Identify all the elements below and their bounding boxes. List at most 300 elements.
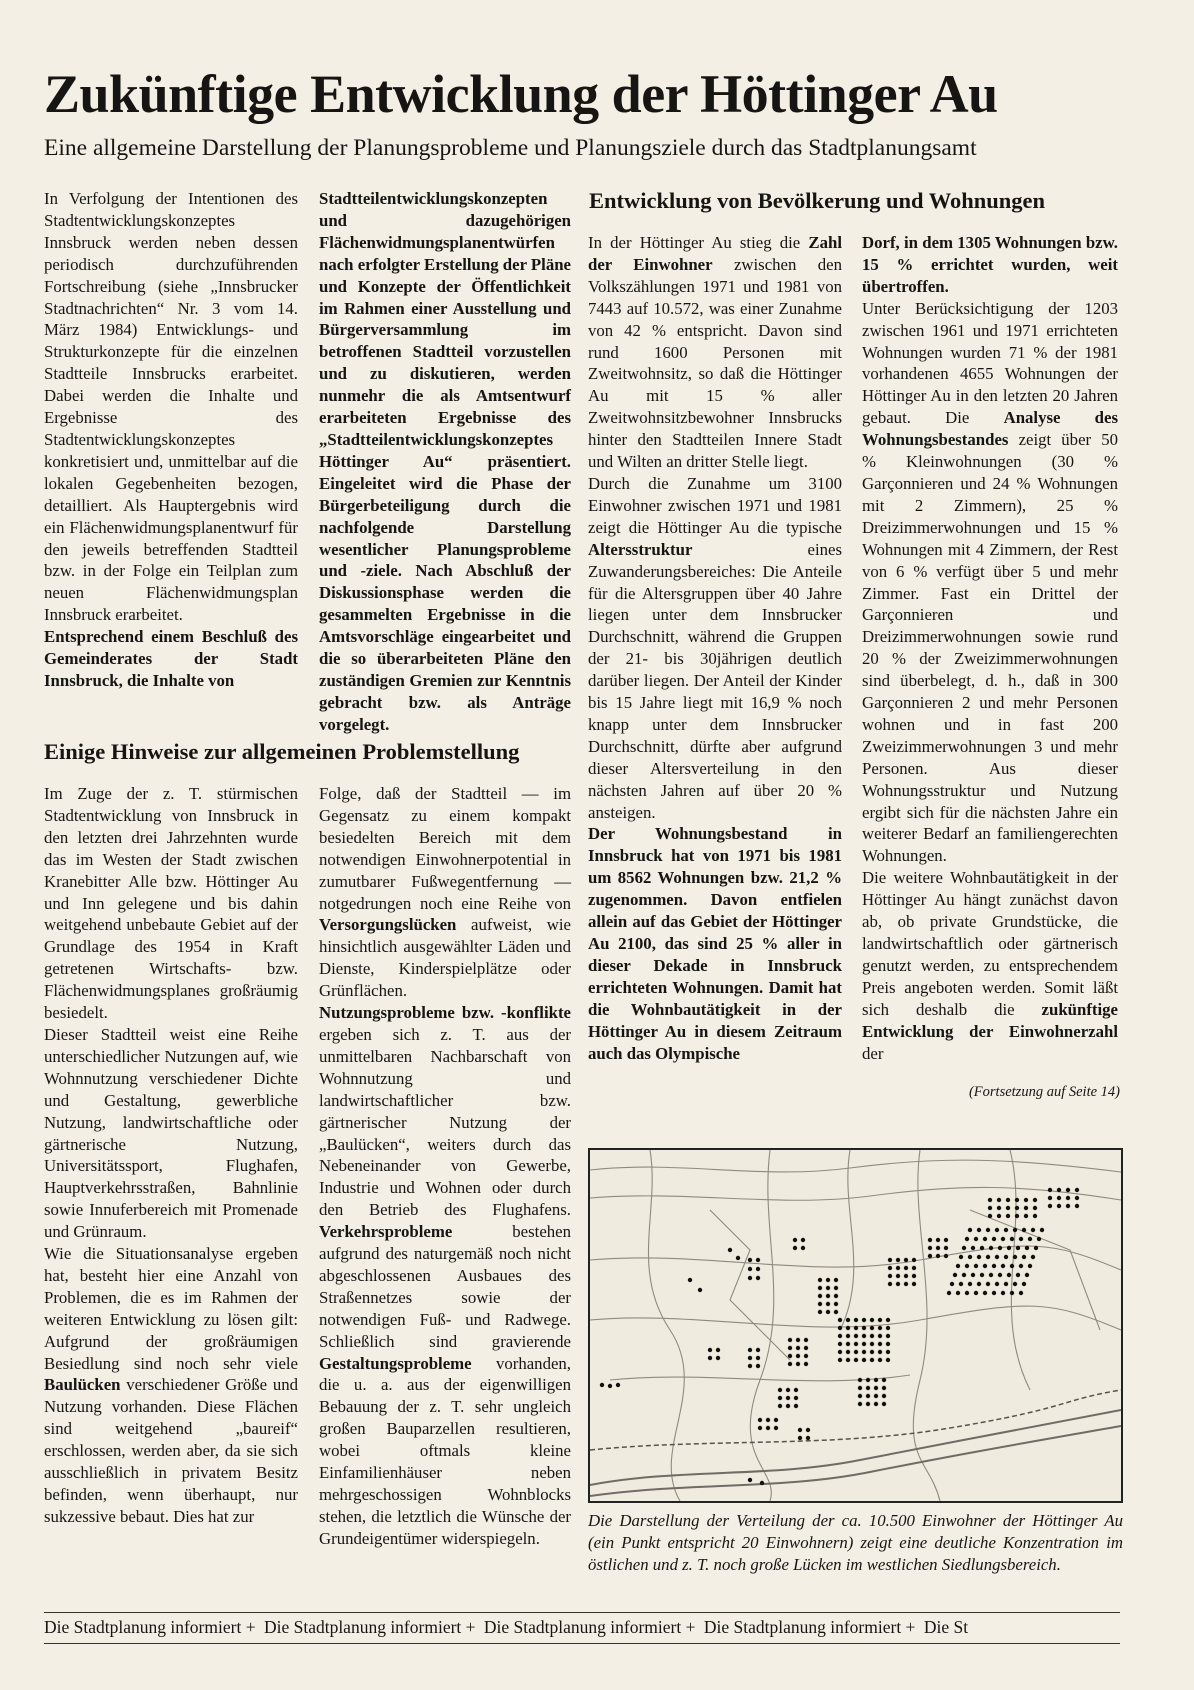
population-dot: [748, 1478, 752, 1482]
population-dot: [997, 1214, 1001, 1218]
population-dot: [806, 1436, 810, 1440]
population-dot: [936, 1238, 940, 1242]
population-dot: [818, 1286, 822, 1290]
population-dot: [1028, 1237, 1032, 1241]
population-dot: [904, 1258, 908, 1262]
population-dot: [1057, 1188, 1061, 1192]
population-dot: [965, 1264, 969, 1268]
population-dot: [854, 1342, 858, 1346]
population-dot: [846, 1358, 850, 1362]
footer-item: Die Stadtplanung informiert +: [263, 1617, 476, 1637]
population-dot: [758, 1418, 762, 1422]
population-dot: [818, 1278, 822, 1282]
population-dot: [854, 1334, 858, 1338]
population-dot: [1022, 1255, 1026, 1259]
population-column-1: [588, 232, 842, 1064]
population-dot: [912, 1258, 916, 1262]
population-dot: [862, 1358, 866, 1362]
population-dot: [862, 1334, 866, 1338]
population-dot: [928, 1254, 932, 1258]
map-graphic: [590, 1150, 1121, 1501]
population-dot: [796, 1362, 800, 1366]
population-dot: [748, 1267, 752, 1271]
keyword-altersstruktur: Altersstruktur: [588, 539, 693, 559]
problem-column-1: [44, 783, 298, 1528]
population-dot: [818, 1310, 822, 1314]
population-dot: [997, 1206, 1001, 1210]
population-dot: [870, 1326, 874, 1330]
population-dot: [1066, 1188, 1070, 1192]
population-column-2: [862, 232, 1118, 1064]
population-dot: [748, 1258, 752, 1262]
population-dot: [882, 1378, 886, 1382]
population-dot: [846, 1350, 850, 1354]
population-dot: [1025, 1273, 1029, 1277]
population-dot: [977, 1282, 981, 1286]
problem-paragraph-5: Nutzungsprobleme bzw. -konflikte ergeben sich z. T. aus der unmittelbaren Nachbarschaft von Wohnnutzung und landwirtschaftlicher bzw. gärtnerischer Nutzung der „Baulücken“, weiters durch das Nebeneinander von Gewerbe, Industrie und Wohnen oder durch den Betrieb des Flughafens. Verkehrsprobleme bestehen aufgrund des naturgemäß noch nicht abgeschlossenen Ausbaues des Straßennetzes sowie der notwendigen Fuß- und Radwege. Schließlich sind gravierende Gestaltungsprobleme vorhanden, die u. a. aus der eigenwilligen Bebauung der z. T. sehr ungleich großen Bauparzellen resultieren, wobei oftmals kleine Einfamilienhäuser neben mehrgeschossigen Wohnblocks stehen, die letztlich die Wünsche der Grundeigentümer widerspiegeln.: [319, 1003, 571, 1548]
intro-paragraph: In Verfolgung der Intentionen des Stadtentwicklungskonzeptes Innsbruck werden neben dessen periodisch durchzuführenden Fortschreibung (siehe „Innsbrucker Stadtnachrichten“ Nr. 3 vom 14. März 1984) Entwicklungs- und Strukturkonzepte für die einzelnen Stadtteile Innsbrucks erarbeitet. Dabei werden die Inhalte und Ergebnisse des Stadtentwicklungskonzeptes konkretisiert und, unmittelbar auf die lokalen Gegebenheiten bezogen, detailliert. Als Hauptergebnis wird ein Flächenwidmungsplanentwurf für den jeweils betreffenden Stadtteil bzw. in der Folge ein Teilplan zum neuen Flächenwidmungsplan Innsbruck erarbeitet.: [44, 189, 298, 625]
population-dot: [748, 1356, 752, 1360]
population-dot: [980, 1246, 984, 1250]
problem-paragraph-1: Im Zuge der z. T. stürmischen Stadtentwicklung von Innsbruck in den letzten drei Jahrzehnten wurde das im Westen der Stadt zwischen Kranebitter Alle bzw. Höttinger Au und Inn gelegene und bis dahin weitgehend unbebaute Gebiet auf der Grundlage des 1954 in Kraft getretenen Wirtschafts- bzw. Flächenwidmungsplanes großräumig besiedelt.: [44, 784, 298, 1023]
population-dot: [974, 1264, 978, 1268]
population-dot: [1033, 1214, 1037, 1218]
population-dot: [793, 1246, 797, 1250]
figure-caption: Die Darstellung der Verteilung der ca. 10.500 Einwohner der Höttinger Au (ein Punkt entspricht 20 Einwohnern) zeigt eine deutliche Konzentration im östlichen und z. T. noch große Lücken im westlichen Siedlungsbereich.: [588, 1511, 1123, 1574]
population-dot: [786, 1404, 790, 1408]
population-dot: [912, 1282, 916, 1286]
population-dot: [760, 1481, 764, 1485]
population-dot: [858, 1378, 862, 1382]
population-dot: [1033, 1198, 1037, 1202]
population-paragraph-1: In der Höttinger Au stieg die Zahl der Einwohner zwischen den Volkszählungen 1971 und 1981 von 7443 auf 10.572, was einer Zunahme von 42 % entspricht. Davon sind rund 1600 Personen mit Zweitwohnsitz, so daß die Höttinger Au mit 15 % aller Zweitwohnsitzbewohner Innsbrucks hinter den Stadtteilen Innere Stadt und Wilten an dritter Stelle liegt.: [588, 233, 842, 472]
population-dot: [858, 1394, 862, 1398]
population-dot: [944, 1254, 948, 1258]
population-dot: [936, 1254, 940, 1258]
population-dot: [786, 1388, 790, 1392]
population-dot: [788, 1362, 792, 1366]
population-dot: [818, 1302, 822, 1306]
population-dot: [1010, 1291, 1014, 1295]
problem-paragraph-2: Dieser Stadtteil weist eine Reihe unterschiedlicher Nutzungen auf, wie Wohnnutzung verschiedener Dichte und Gestaltung, gewerbliche Nutzung, landwirtschaftliche oder gärtnerische Nutzung, Universitätssport, Flughafen, Hauptverkehrsstraßen, Bahnlinie sowie Innuferbereich mit Promenade und Grünraum.: [44, 1024, 298, 1242]
population-dot: [870, 1318, 874, 1322]
population-dot: [995, 1228, 999, 1232]
intro-bold-continuation: Stadtteilentwicklungskonzepten und dazugehörigen Flächenwidmungsplanentwürfen nach erfolgter Erstellung der Pläne und Konzepte der Öffentlichkeit im Rahmen einer Ausstellung und Bürgerversammlung im betroffenen Stadtteil vorzustellen und zu diskutieren, werden nunmehr die als Amtsentwurf erarbeiteten Ergebnisse des „Stadtteilentwicklungskonzeptes Höttinger Au“ präsentiert. Eingeleitet wird die Phase der Bürgerbeteiligung durch die nachfolgende Darstellung wesentlicher Planungsprobleme und -ziele. Nach Abschluß der Diskussionsphase werden die gesammelten Ergebnisse in die Amtsvorschläge eingearbeitet und die so überarbeiteten Pläne den zuständigen Gremien zur Kenntnis gebracht bzw. als Anträge vorgelegt.: [319, 189, 571, 734]
population-dot: [888, 1282, 892, 1286]
population-dot: [998, 1273, 1002, 1277]
population-dot: [1016, 1246, 1020, 1250]
population-dot: [788, 1346, 792, 1350]
population-dot: [874, 1378, 878, 1382]
population-dot: [708, 1348, 712, 1352]
population-dot: [944, 1246, 948, 1250]
population-dot: [1015, 1198, 1019, 1202]
population-dot: [838, 1334, 842, 1338]
intro-column-2: [319, 188, 571, 736]
population-dot: [1075, 1188, 1079, 1192]
population-dot: [904, 1274, 908, 1278]
population-dot: [886, 1318, 890, 1322]
footer-banner: [44, 1612, 1120, 1644]
population-dot: [912, 1266, 916, 1270]
population-dot: [977, 1255, 981, 1259]
population-dot: [834, 1286, 838, 1290]
population-dot: [600, 1383, 604, 1387]
population-dot: [846, 1318, 850, 1322]
intro-column-1: [44, 188, 298, 692]
population-dot: [793, 1238, 797, 1242]
population-dot: [774, 1418, 778, 1422]
population-dot: [989, 1273, 993, 1277]
population-dot: [1006, 1206, 1010, 1210]
population-dot: [956, 1264, 960, 1268]
population-dot: [826, 1278, 830, 1282]
keyword-versorgungsluecken: Versorgungslücken: [319, 915, 457, 935]
population-dot: [778, 1396, 782, 1400]
population-dot: [904, 1282, 908, 1286]
population-dot: [992, 1264, 996, 1268]
population-dot: [806, 1428, 810, 1432]
population-dot: [796, 1354, 800, 1358]
population-dot: [886, 1334, 890, 1338]
population-dot: [1048, 1204, 1052, 1208]
population-dot: [716, 1356, 720, 1360]
population-dot: [1066, 1204, 1070, 1208]
population-dot: [995, 1282, 999, 1286]
section-heading-problem: Einige Hinweise zur allgemeinen Problemstellung: [44, 739, 520, 764]
population-dot: [866, 1378, 870, 1382]
population-dot: [1034, 1246, 1038, 1250]
population-dot: [1024, 1198, 1028, 1202]
population-dot: [983, 1264, 987, 1268]
population-dot: [794, 1396, 798, 1400]
population-dot: [728, 1248, 732, 1252]
population-dot: [774, 1426, 778, 1430]
population-dot: [874, 1386, 878, 1390]
population-dot: [1022, 1282, 1026, 1286]
population-dot: [834, 1294, 838, 1298]
population-dot: [974, 1237, 978, 1241]
population-dot: [801, 1246, 805, 1250]
population-dot: [870, 1350, 874, 1354]
population-dot: [1006, 1198, 1010, 1202]
population-dot: [1024, 1214, 1028, 1218]
population-dot: [912, 1274, 916, 1278]
population-dot: [1016, 1273, 1020, 1277]
population-paragraph-2: Durch die Zunahme um 3100 Einwohner zwischen 1971 und 1981 zeigt die Höttinger Au die typische Altersstruktur eines Zuwanderungsbereiches: Die Anteile für die Altersgruppen über 40 Jahre liegen unter dem Innsbrucker Durchschnitt, während die Gruppen der 21- bis 30jährigen deutlich darüber liegen. Der Anteil der Kinder bis 15 Jahre liegt mit 16,9 % noch knapp unter dem Innsbrucker Durchschnitt, dürfte aber aufgrund dieser Altersverteilung in den nächsten Jahren auf über 20 % ansteigen.: [588, 473, 842, 822]
population-dot: [1028, 1264, 1032, 1268]
population-dot: [965, 1291, 969, 1295]
population-dot: [886, 1358, 890, 1362]
population-dot: [971, 1246, 975, 1250]
population-dot: [838, 1342, 842, 1346]
population-dot: [1004, 1255, 1008, 1259]
keyword-gestaltungsprobleme: Gestaltungsprobleme: [319, 1353, 472, 1373]
population-dot: [904, 1266, 908, 1270]
population-dot: [998, 1246, 1002, 1250]
population-dot: [947, 1291, 951, 1295]
population-dot: [968, 1228, 972, 1232]
population-dot: [878, 1334, 882, 1338]
population-dot: [796, 1338, 800, 1342]
population-dot: [977, 1228, 981, 1232]
footer-item: Die Stadtplanung informiert +: [703, 1617, 916, 1637]
population-paragraph-5: Unter Berücksichtigung der 1203 zwischen 1961 und 1971 errichteten Wohnungen wurden 71 % der 1981 vorhandenen 4655 Wohnungen der Höttinger Au in den letzten 20 Jahren gebaut. Die Analyse des Wohnungsbestandes zeigt über 50 % Kleinwohnungen (30 % Garçonnieren und 24 % Wohnungen mit 2 Zimmern), 25 % Dreizimmerwohnungen und 15 % Wohnungen mit 4 Zimmern, der Rest von 6 % verfügt über 5 und mehr Zimmer. Fast ein Drittel der Garçonnieren und Dreizimmerwohnungen sowie rund 20 % der Zweizimmerwohnungen sind überbelegt, d. h., daß in 300 Garçonnieren 2 und mehr Personen wohnen und in fast 200 Zweizimmerwohnungen 3 und mehr Personen. Aus dieser Wohnungsstruktur und Nutzung ergibt sich für die nächsten Jahre ein weiterer Bedarf an familiengerechten Wohnungen.: [862, 298, 1118, 866]
population-dot: [1006, 1214, 1010, 1218]
population-dot: [862, 1318, 866, 1322]
population-dot: [834, 1310, 838, 1314]
population-dot: [794, 1404, 798, 1408]
population-dot: [756, 1258, 760, 1262]
population-dot: [756, 1267, 760, 1271]
population-dot: [874, 1394, 878, 1398]
population-dot: [866, 1402, 870, 1406]
population-dot: [886, 1326, 890, 1330]
population-dot: [997, 1198, 1001, 1202]
population-dot: [1004, 1228, 1008, 1232]
population-dot: [944, 1238, 948, 1242]
population-dot: [962, 1273, 966, 1277]
population-dot: [794, 1388, 798, 1392]
population-dot: [928, 1238, 932, 1242]
population-dot: [756, 1276, 760, 1280]
population-dot: [1004, 1282, 1008, 1286]
keyword-wohnungsbestand: Analyse des Wohnungsbestandes: [862, 408, 1118, 450]
keyword-bauluecken: Baulücken: [44, 1375, 121, 1395]
population-dot: [870, 1358, 874, 1362]
population-dot: [896, 1282, 900, 1286]
population-dot: [959, 1255, 963, 1259]
population-dot: [862, 1326, 866, 1330]
population-dot: [1019, 1264, 1023, 1268]
population-dot: [854, 1326, 858, 1330]
population-dot: [854, 1318, 858, 1322]
population-dot: [708, 1356, 712, 1360]
keyword-einwohnerentwicklung: zukünftige Entwicklung der Einwohnerzahl: [862, 999, 1119, 1041]
population-dot: [882, 1402, 886, 1406]
population-dot: [862, 1342, 866, 1346]
article-title: Zukünftige Entwicklung der Höttinger Au: [44, 64, 998, 124]
population-dot: [698, 1288, 702, 1292]
population-dot: [758, 1426, 762, 1430]
population-dot: [846, 1326, 850, 1330]
population-dot: [1048, 1196, 1052, 1200]
population-dot: [826, 1294, 830, 1298]
population-dot: [953, 1273, 957, 1277]
footer-item: Die Stadtplanung informiert +: [44, 1617, 256, 1637]
keyword-verkehrsprobleme: Verkehrsprobleme: [319, 1222, 453, 1242]
population-dot: [716, 1348, 720, 1352]
population-dot: [866, 1386, 870, 1390]
population-dot: [971, 1273, 975, 1277]
population-dot: [878, 1326, 882, 1330]
population-dot: [804, 1338, 808, 1342]
population-dot: [886, 1342, 890, 1346]
population-paragraph-4: Dorf, in dem 1305 Wohnungen bzw. 15 % errichtet wurden, weit übertroffen.: [862, 233, 1118, 296]
population-dot: [788, 1354, 792, 1358]
continuation-note: (Fortsetzung auf Seite 14): [968, 1084, 1120, 1100]
population-dot: [988, 1206, 992, 1210]
population-dot: [1007, 1246, 1011, 1250]
population-dot: [878, 1350, 882, 1354]
problem-paragraph-3: Wie die Situationsanalyse ergeben hat, besteht hier eine Anzahl von Problemen, die es im Rahmen der weiteren Entwicklung zu lösen gilt: Aufgrund der großräumigen Besiedlung sind noch sehr viele Baulücken verschiedener Größe und Nutzung vorhanden. Diese Flächen sind weitgehend „baureif“ erschlossen, werden aber, da sie sich ausschließlich in privatem Besitz befinden, wenn überhaupt, nur sukzessive bebaut. Dies hat zur: [44, 1244, 298, 1526]
population-dot: [778, 1404, 782, 1408]
population-dot: [838, 1318, 842, 1322]
population-dot: [826, 1286, 830, 1290]
population-distribution-map: [588, 1148, 1123, 1503]
population-dot: [688, 1278, 692, 1282]
population-dot: [736, 1256, 740, 1260]
population-dot: [928, 1246, 932, 1250]
population-dot: [874, 1402, 878, 1406]
population-dot: [988, 1198, 992, 1202]
population-dot: [1019, 1237, 1023, 1241]
population-dot: [968, 1282, 972, 1286]
population-dot: [756, 1364, 760, 1368]
population-dot: [896, 1258, 900, 1262]
population-dot: [950, 1282, 954, 1286]
population-dot: [804, 1362, 808, 1366]
population-dot: [959, 1282, 963, 1286]
population-dot: [1001, 1291, 1005, 1295]
population-dot: [788, 1338, 792, 1342]
population-dot: [798, 1436, 802, 1440]
population-dot: [846, 1334, 850, 1338]
population-dot: [1057, 1196, 1061, 1200]
population-dot: [983, 1237, 987, 1241]
population-dot: [1075, 1196, 1079, 1200]
population-dot: [756, 1348, 760, 1352]
population-dot: [888, 1266, 892, 1270]
population-dot: [1019, 1291, 1023, 1295]
population-dot: [756, 1356, 760, 1360]
population-dot: [1040, 1228, 1044, 1232]
population-dot: [804, 1346, 808, 1350]
population-paragraph-3: Der Wohnungsbestand in Innsbruck hat von 1971 bis 1981 um 8562 Wohnungen bzw. 21,2 % zugenommen. Davon entfielen allein auf das Gebiet der Höttinger Au 2100, das sind 25 % aller in dieser Dekade in Innsbruck errichteten Wohnungen. Damit hat die Wohnbautätigkeit in der Höttinger Au in diesem Zeitraum auch das Olympische: [588, 824, 842, 1063]
population-dot: [801, 1238, 805, 1242]
problem-paragraph-4: Folge, daß der Stadtteil — im Gegensatz zu einem kompakt besiedelten Bereich mit dem notwendigen Einwohnerpotential in zumutbarer Fußwegentfernung — notgedrungen noch eine Reihe von Versorgungslücken aufweist, wie hinsichtlich ausgewählter Läden und Dienste, Kinderspielplätze oder Grünflächen.: [319, 784, 571, 1001]
population-dot: [989, 1246, 993, 1250]
population-dot: [1048, 1188, 1052, 1192]
population-dot: [786, 1396, 790, 1400]
population-dot: [854, 1358, 858, 1362]
population-dot: [846, 1342, 850, 1346]
footer-item: Die St: [923, 1617, 969, 1637]
population-dot: [798, 1428, 802, 1432]
population-dot: [1001, 1264, 1005, 1268]
population-dot: [986, 1282, 990, 1286]
population-dot: [974, 1291, 978, 1295]
population-dot: [748, 1276, 752, 1280]
population-dot: [838, 1358, 842, 1362]
population-dot: [834, 1278, 838, 1282]
population-dot: [748, 1364, 752, 1368]
population-dot: [896, 1274, 900, 1278]
population-dot: [870, 1342, 874, 1346]
keyword-einwohnerzahl: Zahl der Einwohner: [588, 233, 842, 274]
footer-item: Die Stadtplanung informiert +: [483, 1617, 696, 1637]
population-dot: [992, 1291, 996, 1295]
article-subtitle: Eine allgemeine Darstellung der Planungsprobleme und Planungsziele durch das Stadtplanungsamt: [44, 135, 977, 161]
population-dot: [1007, 1273, 1011, 1277]
population-dot: [878, 1342, 882, 1346]
population-dot: [766, 1418, 770, 1422]
section-heading-population: Entwicklung von Bevölkerung und Wohnungen: [589, 188, 1046, 213]
population-dot: [992, 1237, 996, 1241]
population-dot: [980, 1273, 984, 1277]
population-dot: [983, 1291, 987, 1295]
population-dot: [995, 1255, 999, 1259]
population-dot: [1075, 1204, 1079, 1208]
population-dot: [1037, 1237, 1041, 1241]
population-dot: [826, 1302, 830, 1306]
population-dot: [858, 1386, 862, 1390]
population-dot: [1057, 1204, 1061, 1208]
population-dot: [1010, 1264, 1014, 1268]
population-dot: [796, 1346, 800, 1350]
population-dot: [1013, 1282, 1017, 1286]
population-dot: [834, 1302, 838, 1306]
population-dot: [1031, 1228, 1035, 1232]
population-dot: [1001, 1237, 1005, 1241]
population-dot: [826, 1310, 830, 1314]
population-dot: [1022, 1228, 1026, 1232]
population-dot: [962, 1246, 966, 1250]
population-dot: [608, 1384, 612, 1388]
population-dot: [1010, 1237, 1014, 1241]
population-dot: [896, 1266, 900, 1270]
intro-bold-paragraph: Entsprechend einem Beschluß des Gemeinderates der Stadt Innsbruck, die Inhalte von: [44, 627, 298, 690]
population-dot: [778, 1388, 782, 1392]
problem-column-2: [319, 783, 571, 1550]
population-dot: [882, 1394, 886, 1398]
population-dot: [1025, 1246, 1029, 1250]
keyword-nutzungsprobleme: Nutzungsprobleme bzw. -konflikte: [319, 1003, 571, 1023]
population-dot: [818, 1294, 822, 1298]
population-dot: [616, 1383, 620, 1387]
population-dot: [1031, 1255, 1035, 1259]
population-dot: [878, 1358, 882, 1362]
population-dot: [1015, 1206, 1019, 1210]
population-dot: [986, 1255, 990, 1259]
population-dot: [988, 1214, 992, 1218]
population-dot: [766, 1426, 770, 1430]
population-dot: [965, 1237, 969, 1241]
population-dot: [1066, 1196, 1070, 1200]
population-dot: [936, 1246, 940, 1250]
population-dot: [1033, 1206, 1037, 1210]
population-dot: [956, 1291, 960, 1295]
population-dot: [1013, 1228, 1017, 1232]
population-dot: [866, 1394, 870, 1398]
population-dot: [748, 1348, 752, 1352]
population-dot: [838, 1350, 842, 1354]
population-dot: [1013, 1255, 1017, 1259]
population-dot: [878, 1318, 882, 1322]
population-dot: [886, 1350, 890, 1354]
population-dot: [854, 1350, 858, 1354]
population-dot: [804, 1354, 808, 1358]
population-paragraph-6: Die weitere Wohnbautätigkeit in der Höttinger Au hängt zunächst davon ab, ob private Grundstücke, die landwirtschaftlich oder gärtnerisch genutzt werden, zu entsprechendem Preis angeboten werden. Somit läßt sich deshalb die zukünftige Entwicklung der Einwohnerzahl der: [862, 868, 1119, 1063]
population-dot: [968, 1255, 972, 1259]
population-dot: [888, 1274, 892, 1278]
population-dot: [870, 1334, 874, 1338]
population-dot: [838, 1326, 842, 1330]
population-dot: [986, 1228, 990, 1232]
population-dot: [888, 1258, 892, 1262]
population-dot: [862, 1350, 866, 1354]
population-dot: [1015, 1214, 1019, 1218]
